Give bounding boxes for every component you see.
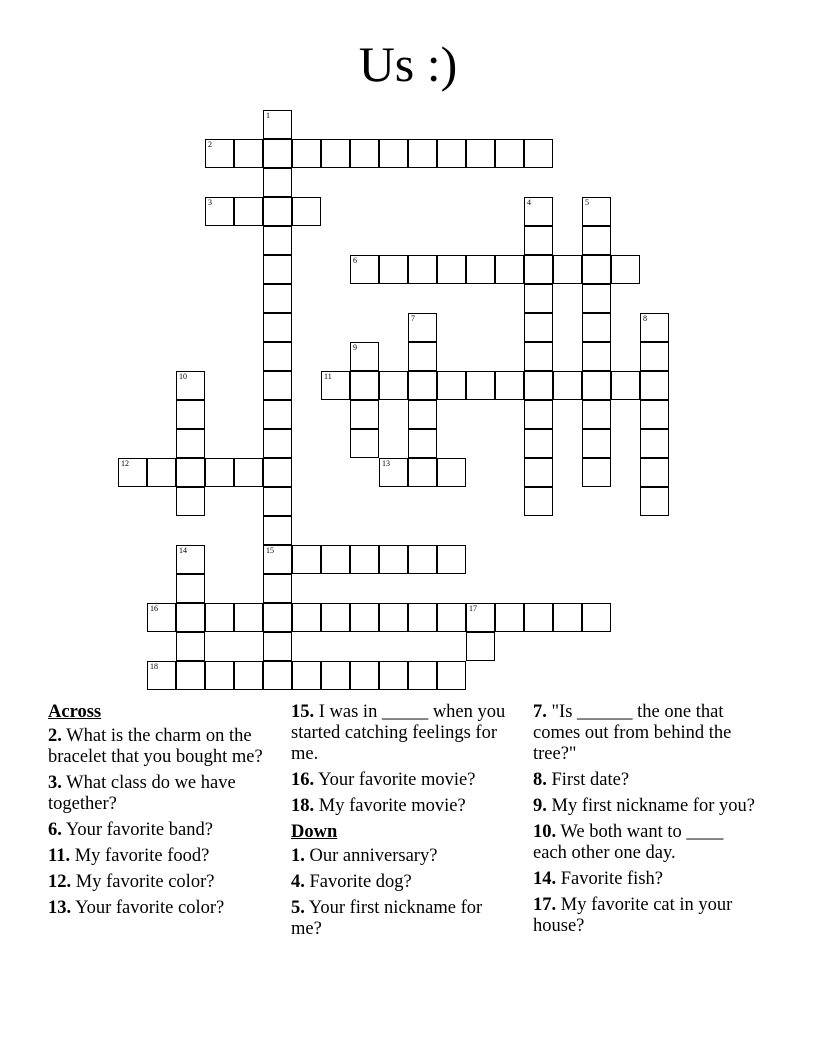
clue-down-5: 5. Your first nickname for me? — [291, 898, 483, 939]
grid-cell[interactable] — [495, 603, 524, 632]
grid-cell[interactable] — [408, 371, 437, 400]
grid-cell[interactable] — [582, 429, 611, 458]
grid-cell[interactable] — [263, 110, 292, 139]
grid-cell[interactable] — [234, 661, 263, 690]
grid-cell[interactable] — [582, 313, 611, 342]
clue-across-6: 6. Your favorite band? — [48, 820, 213, 840]
grid-cell[interactable] — [437, 139, 466, 168]
grid-cell[interactable] — [379, 545, 408, 574]
clue-column-2 — [291, 702, 513, 945]
grid-cell[interactable] — [524, 400, 553, 429]
cell-number: 1 — [266, 111, 270, 120]
grid-cell[interactable] — [524, 371, 553, 400]
grid-cell[interactable] — [176, 603, 205, 632]
grid-cell[interactable] — [582, 342, 611, 371]
cell-number: 18 — [150, 662, 158, 671]
cell-number: 8 — [643, 314, 647, 323]
grid-cell[interactable] — [292, 197, 321, 226]
grid-cell[interactable] — [640, 429, 669, 458]
grid-cell[interactable] — [350, 255, 379, 284]
grid-cell[interactable] — [582, 400, 611, 429]
grid-cell[interactable] — [640, 487, 669, 516]
cell-number: 15 — [266, 546, 274, 555]
grid-cell[interactable] — [408, 545, 437, 574]
grid-cell[interactable] — [524, 487, 553, 516]
grid-cell[interactable] — [263, 516, 292, 545]
grid-cell[interactable] — [640, 371, 669, 400]
grid-cell[interactable] — [263, 139, 292, 168]
grid-cell[interactable] — [321, 139, 350, 168]
grid-cell[interactable] — [495, 139, 524, 168]
grid-cell[interactable] — [263, 632, 292, 661]
grid-cell[interactable] — [524, 603, 553, 632]
grid-cell[interactable] — [176, 400, 205, 429]
cell-number: 12 — [121, 459, 129, 468]
clue-down-10: 10. We both want to ____ each other one day. — [533, 822, 724, 863]
grid-cell[interactable] — [350, 371, 379, 400]
grid-cell[interactable] — [466, 255, 495, 284]
grid-cell[interactable] — [582, 284, 611, 313]
grid-cell[interactable] — [437, 255, 466, 284]
grid-cell[interactable] — [176, 371, 205, 400]
grid-cell[interactable] — [147, 458, 176, 487]
grid-cell[interactable] — [611, 371, 640, 400]
cell-number: 17 — [469, 604, 477, 613]
grid-cell[interactable] — [205, 139, 234, 168]
grid-cell[interactable] — [292, 661, 321, 690]
grid-cell[interactable] — [408, 400, 437, 429]
grid-cell[interactable] — [263, 342, 292, 371]
grid-cell[interactable] — [582, 197, 611, 226]
grid-cell[interactable] — [582, 603, 611, 632]
grid-cell[interactable] — [350, 429, 379, 458]
clue-across-3: 3. What class do we have together? — [48, 773, 236, 814]
clue-down-9: 9. My first nickname for you? — [533, 796, 755, 816]
clue-across-11: 11. My favorite food? — [48, 846, 210, 866]
down-heading: Down — [291, 822, 338, 842]
grid-cell[interactable] — [263, 603, 292, 632]
grid-cell[interactable] — [176, 661, 205, 690]
grid-cell[interactable] — [408, 313, 437, 342]
cell-number: 13 — [382, 459, 390, 468]
grid-cell[interactable] — [437, 371, 466, 400]
grid-cell[interactable] — [495, 255, 524, 284]
grid-cell[interactable] — [582, 226, 611, 255]
grid-cell[interactable] — [263, 284, 292, 313]
cell-number: 2 — [208, 140, 212, 149]
grid-cell[interactable] — [292, 603, 321, 632]
grid-cell[interactable] — [263, 487, 292, 516]
grid-cell[interactable] — [321, 661, 350, 690]
grid-cell[interactable] — [118, 458, 147, 487]
grid-cell[interactable] — [205, 603, 234, 632]
grid-cell[interactable] — [350, 661, 379, 690]
cell-number: 9 — [353, 343, 357, 352]
grid-cell[interactable] — [582, 458, 611, 487]
grid-cell[interactable] — [524, 313, 553, 342]
grid-cell[interactable] — [234, 458, 263, 487]
grid-cell[interactable] — [524, 429, 553, 458]
grid-cell[interactable] — [582, 255, 611, 284]
grid-cell[interactable] — [263, 371, 292, 400]
grid-cell[interactable] — [524, 255, 553, 284]
grid-cell[interactable] — [350, 139, 379, 168]
grid-cell[interactable] — [263, 197, 292, 226]
cell-number: 4 — [527, 198, 531, 207]
grid-cell[interactable] — [263, 255, 292, 284]
grid-cell[interactable] — [466, 371, 495, 400]
clue-down-1: 1. Our anniversary? — [291, 846, 438, 866]
grid-cell[interactable] — [437, 545, 466, 574]
cell-number: 6 — [353, 256, 357, 265]
clue-across-13: 13. Your favorite color? — [48, 898, 225, 918]
grid-cell[interactable] — [611, 255, 640, 284]
grid-cell[interactable] — [640, 400, 669, 429]
grid-cell[interactable] — [321, 371, 350, 400]
cell-number: 5 — [585, 198, 589, 207]
grid-cell[interactable] — [263, 661, 292, 690]
grid-cell[interactable] — [640, 458, 669, 487]
grid-cell[interactable] — [263, 429, 292, 458]
grid-cell[interactable] — [263, 458, 292, 487]
grid-cell[interactable] — [524, 226, 553, 255]
grid-cell[interactable] — [205, 661, 234, 690]
grid-cell[interactable] — [263, 400, 292, 429]
grid-cell[interactable] — [205, 197, 234, 226]
grid-cell[interactable] — [437, 661, 466, 690]
grid-cell[interactable] — [263, 226, 292, 255]
clue-across-2: 2. What is the charm on the bracelet that you bought me? — [48, 726, 263, 767]
grid-cell[interactable] — [495, 371, 524, 400]
across-heading: Across — [48, 702, 102, 722]
grid-cell[interactable] — [379, 458, 408, 487]
cell-number: 3 — [208, 198, 212, 207]
grid-cell[interactable] — [263, 545, 292, 574]
grid-cell[interactable] — [408, 342, 437, 371]
grid-cell[interactable] — [176, 545, 205, 574]
grid-cell[interactable] — [292, 545, 321, 574]
grid-cell[interactable] — [176, 632, 205, 661]
grid-cell[interactable] — [176, 574, 205, 603]
clue-across-16: 16. Your favorite movie? — [291, 770, 476, 790]
clue-across-15: 15. I was in _____ when you started catching feelings for me. — [291, 702, 506, 764]
grid-cell[interactable] — [408, 458, 437, 487]
grid-cell[interactable] — [350, 400, 379, 429]
clue-down-4: 4. Favorite dog? — [291, 872, 412, 892]
cell-number: 10 — [179, 372, 187, 381]
grid-cell[interactable] — [408, 255, 437, 284]
grid-cell[interactable] — [408, 661, 437, 690]
grid-cell[interactable] — [321, 603, 350, 632]
grid-cell[interactable] — [524, 284, 553, 313]
grid-cell[interactable] — [350, 545, 379, 574]
cell-number: 14 — [179, 546, 187, 555]
grid-cell[interactable] — [205, 458, 234, 487]
grid-cell[interactable] — [350, 603, 379, 632]
clue-down-8: 8. First date? — [533, 770, 630, 790]
clue-down-17: 17. My favorite cat in your house? — [533, 895, 733, 936]
grid-cell[interactable] — [437, 603, 466, 632]
grid-cell[interactable] — [147, 603, 176, 632]
grid-cell[interactable] — [466, 139, 495, 168]
grid-cell[interactable] — [553, 371, 582, 400]
clue-column-3 — [533, 702, 758, 942]
grid-cell[interactable] — [466, 632, 495, 661]
grid-cell[interactable] — [524, 139, 553, 168]
grid-cell[interactable] — [379, 255, 408, 284]
grid-cell[interactable] — [524, 342, 553, 371]
grid-cell[interactable] — [321, 545, 350, 574]
grid-cell[interactable] — [640, 313, 669, 342]
clue-across-12: 12. My favorite color? — [48, 872, 215, 892]
clue-across-18: 18. My favorite movie? — [291, 796, 466, 816]
grid-cell[interactable] — [176, 487, 205, 516]
grid-cell[interactable] — [408, 139, 437, 168]
grid-cell[interactable] — [147, 661, 176, 690]
clue-down-14: 14. Favorite fish? — [533, 869, 663, 889]
grid-cell[interactable] — [553, 603, 582, 632]
grid-cell[interactable] — [466, 603, 495, 632]
grid-cell[interactable] — [408, 603, 437, 632]
grid-cell[interactable] — [263, 313, 292, 342]
grid-cell[interactable] — [234, 197, 263, 226]
grid-cell[interactable] — [263, 574, 292, 603]
grid-cell[interactable] — [553, 255, 582, 284]
grid-cell[interactable] — [176, 429, 205, 458]
grid-cell[interactable] — [234, 139, 263, 168]
grid-cell[interactable] — [379, 139, 408, 168]
grid-cell[interactable] — [408, 429, 437, 458]
grid-cell[interactable] — [234, 603, 263, 632]
grid-cell[interactable] — [582, 371, 611, 400]
grid-cell[interactable] — [379, 371, 408, 400]
grid-cell[interactable] — [524, 197, 553, 226]
grid-cell[interactable] — [437, 458, 466, 487]
grid-cell[interactable] — [350, 342, 379, 371]
grid-cell[interactable] — [292, 139, 321, 168]
clue-down-7: 7. "Is ______ the one that comes out from behind the tree?" — [533, 702, 732, 764]
cell-number: 11 — [324, 372, 332, 381]
cell-number: 16 — [150, 604, 158, 613]
grid-cell[interactable] — [176, 458, 205, 487]
grid-cell[interactable] — [379, 661, 408, 690]
grid-cell[interactable] — [263, 168, 292, 197]
grid-cell[interactable] — [379, 603, 408, 632]
puzzle-title: Us :) — [358, 36, 458, 92]
cell-number: 7 — [411, 314, 415, 323]
grid-cell[interactable] — [640, 342, 669, 371]
clue-column-1 — [48, 702, 278, 924]
grid-cell[interactable] — [524, 458, 553, 487]
